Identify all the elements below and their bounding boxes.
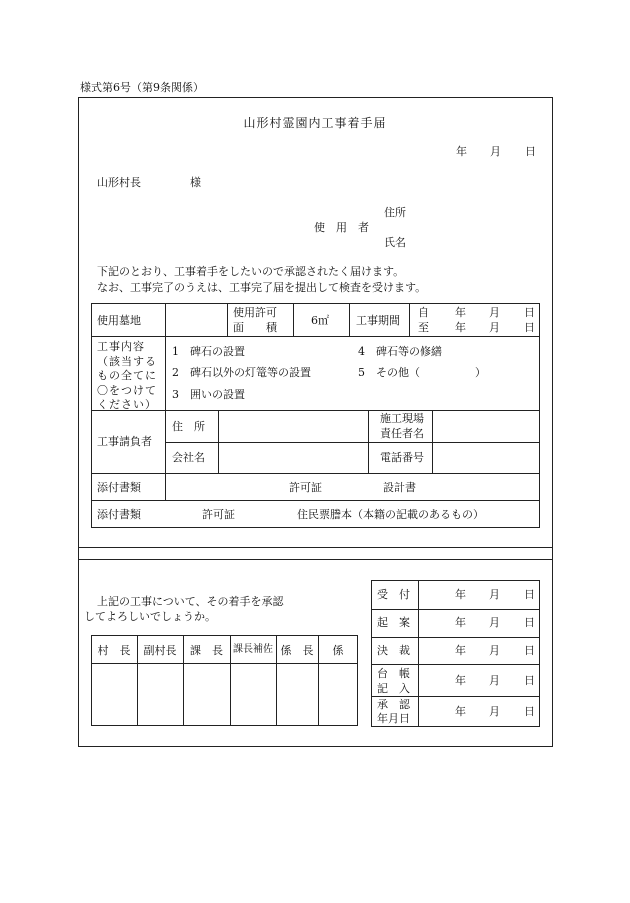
period-from-year: 年 (455, 306, 466, 319)
office-approval-year: 年 (455, 705, 466, 718)
addressee-name: 山形村長 (97, 176, 141, 189)
approval-text-1: 上記の工事について、その着手を承認 (97, 595, 284, 608)
office-decision-month: 月 (489, 644, 500, 657)
separator-bottom (78, 559, 553, 560)
office-draft-label: 起 案 (377, 616, 410, 629)
stamp-section-chief: 課 長 (190, 644, 223, 657)
stamp-staff: 係 (332, 644, 344, 657)
work-item-5: 5 その他（ ） (358, 366, 486, 379)
work-item-3: 3 囲いの設置 (172, 388, 245, 401)
site-manager-label-2: 責任者名 (380, 427, 424, 440)
site-manager-label-1: 施工現場 (380, 412, 424, 425)
date-day-label: 日 (525, 145, 536, 158)
work-item-2: 2 碑石以外の灯篭等の設置 (172, 366, 311, 379)
attachment-permit-2: 許可証 (202, 508, 235, 521)
office-decision-year: 年 (455, 644, 466, 657)
stamp-assistant-chief: 課長補佐 (233, 644, 273, 655)
office-approval-label-2: 年月日 (377, 712, 410, 725)
plot-label: 使用墓地 (97, 314, 141, 327)
stamp-mayor: 村 長 (97, 644, 131, 657)
office-approval-label-1: 承 認 (377, 698, 410, 711)
stamp-subsection-chief: 係 長 (280, 644, 314, 657)
separator-top (78, 547, 553, 548)
approval-text-2: してよろしいでしょうか。 (84, 610, 216, 623)
area-label-2: 面 積 (233, 321, 277, 334)
date-month-label: 月 (490, 145, 501, 158)
contractor-company-label: 会社名 (172, 451, 205, 464)
office-received-month: 月 (489, 588, 500, 601)
work-item-4: 4 碑石等の修繕 (358, 345, 442, 358)
applicant-address-label: 住所 (384, 206, 406, 219)
applicant-name-label: 氏名 (384, 236, 406, 249)
office-draft-month: 月 (489, 616, 500, 629)
office-approval-month: 月 (489, 705, 500, 718)
period-to-month: 月 (489, 321, 500, 334)
office-draft-day: 日 (524, 616, 535, 629)
period-from-day: 日 (524, 306, 535, 319)
phone-label: 電話番号 (380, 451, 424, 464)
work-content-label: 工事内容 （該当する もの全てに 〇をつけて ください） (97, 340, 157, 411)
attachment-permit: 許可証 (289, 481, 322, 494)
form-title: 山形村霊園内工事着手届 (243, 116, 387, 130)
attachment-resident-record: 住民票謄本（本籍の記載のあるもの） (297, 508, 484, 521)
office-ledger-label-1: 台 帳 (377, 667, 410, 680)
office-received-label: 受 付 (377, 588, 410, 601)
office-received-year: 年 (455, 588, 466, 601)
office-approval-day: 日 (524, 705, 535, 718)
contractor-address-label: 住 所 (172, 420, 205, 433)
stamp-deputy-mayor: 副村長 (143, 644, 177, 657)
office-received-day: 日 (524, 588, 535, 601)
period-from-label: 自 (418, 306, 429, 319)
period-to-year: 年 (455, 321, 466, 334)
form-number: 様式第6号（第9条関係） (80, 81, 204, 94)
office-ledger-year: 年 (455, 674, 466, 687)
office-draft-year: 年 (455, 616, 466, 629)
office-decision-label: 決 裁 (377, 644, 410, 657)
attachment-design: 設計書 (383, 481, 416, 494)
attachments-label: 添付書類 (97, 481, 141, 494)
period-to-day: 日 (524, 321, 535, 334)
office-ledger-month: 月 (489, 674, 500, 687)
contractor-label: 工事請負者 (97, 435, 152, 448)
area-label-1: 使用許可 (233, 306, 277, 319)
period-to-label: 至 (418, 321, 429, 334)
office-ledger-day: 日 (524, 674, 535, 687)
office-decision-day: 日 (524, 644, 535, 657)
addressee-honorific: 様 (190, 176, 201, 189)
attachments-label-2: 添付書類 (97, 508, 141, 521)
date-year-label: 年 (456, 145, 467, 158)
area-unit: 6㎡ (311, 314, 329, 327)
office-ledger-label-2: 記 入 (377, 682, 410, 695)
applicant-role-label: 使 用 者 (314, 221, 369, 234)
period-from-month: 月 (489, 306, 500, 319)
intro-line-1: 下記のとおり、工事着手をしたいので承認されたく届けます。 (97, 265, 405, 278)
period-label: 工事期間 (356, 314, 400, 327)
intro-line-2: なお、工事完了のうえは、工事完了届を提出して検査を受けます。 (97, 281, 427, 294)
work-item-1: 1 碑石の設置 (172, 345, 245, 358)
